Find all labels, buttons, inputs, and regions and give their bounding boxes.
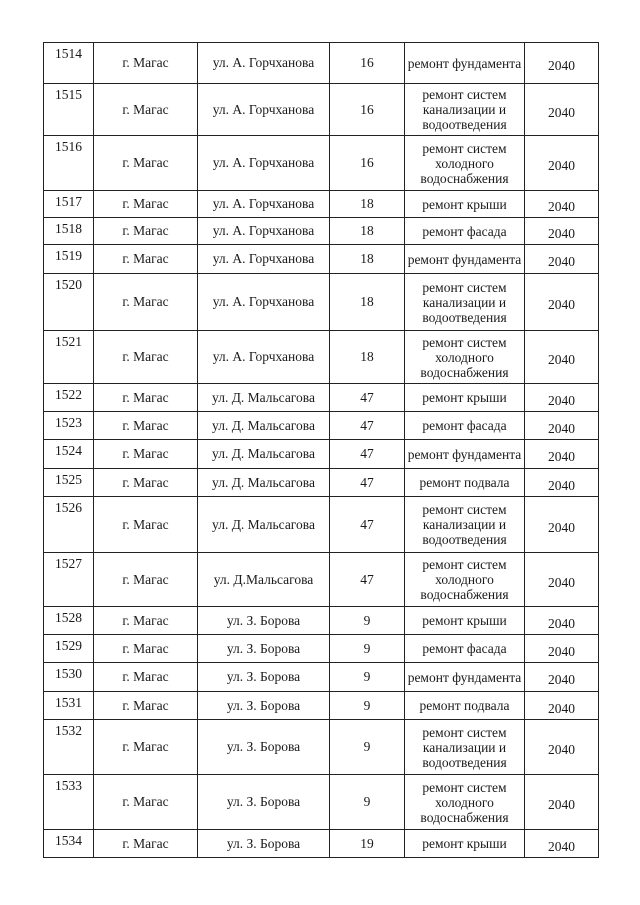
house-number-cell: 47 xyxy=(330,497,405,553)
year-cell: 2040 xyxy=(525,384,599,412)
street-cell: ул. З. Борова xyxy=(198,775,330,830)
work-type-cell: ремонт крыши xyxy=(405,384,525,412)
work-type-cell: ремонт крыши xyxy=(405,830,525,858)
house-number-cell: 9 xyxy=(330,635,405,663)
row-number: 1527 xyxy=(44,553,94,607)
table-row xyxy=(44,191,599,218)
city-cell: г. Магас xyxy=(94,553,198,607)
table-row xyxy=(44,635,599,663)
city-cell: г. Магас xyxy=(94,191,198,218)
year-cell: 2040 xyxy=(525,245,599,274)
street-cell: ул. Д.Мальсагова xyxy=(198,553,330,607)
table-row xyxy=(44,692,599,720)
house-number-cell: 16 xyxy=(330,43,405,84)
work-type-cell: ремонт фундамента xyxy=(405,245,525,274)
street-cell: ул. З. Борова xyxy=(198,607,330,635)
row-number: 1534 xyxy=(44,830,94,858)
table-row xyxy=(44,245,599,274)
house-number-cell: 16 xyxy=(330,84,405,136)
house-number-cell: 9 xyxy=(330,663,405,692)
row-number: 1529 xyxy=(44,635,94,663)
row-number: 1533 xyxy=(44,775,94,830)
table-row xyxy=(44,384,599,412)
table-row xyxy=(44,497,599,553)
table-row xyxy=(44,440,599,469)
year-cell: 2040 xyxy=(525,830,599,858)
city-cell: г. Магас xyxy=(94,635,198,663)
city-cell: г. Магас xyxy=(94,43,198,84)
work-type-cell: ремонт систем канализации и водоотведения xyxy=(405,84,525,136)
work-type-cell: ремонт крыши xyxy=(405,191,525,218)
row-number: 1525 xyxy=(44,469,94,497)
table-row xyxy=(44,218,599,245)
street-cell: ул. З. Борова xyxy=(198,692,330,720)
work-type-cell: ремонт систем холодного водоснабжения xyxy=(405,553,525,607)
work-type-cell: ремонт фасада xyxy=(405,412,525,440)
year-cell: 2040 xyxy=(525,191,599,218)
street-cell: ул. Д. Мальсагова xyxy=(198,412,330,440)
work-type-cell: ремонт фундамента xyxy=(405,440,525,469)
table-row xyxy=(44,553,599,607)
house-number-cell: 18 xyxy=(330,274,405,331)
house-number-cell: 9 xyxy=(330,775,405,830)
table-row xyxy=(44,830,599,858)
table-row xyxy=(44,136,599,191)
work-type-cell: ремонт систем канализации и водоотведения xyxy=(405,497,525,553)
table-row xyxy=(44,331,599,384)
row-number: 1526 xyxy=(44,497,94,553)
street-cell: ул. З. Борова xyxy=(198,663,330,692)
row-number: 1524 xyxy=(44,440,94,469)
house-number-cell: 9 xyxy=(330,692,405,720)
year-cell: 2040 xyxy=(525,43,599,84)
street-cell: ул. З. Борова xyxy=(198,635,330,663)
year-cell: 2040 xyxy=(525,775,599,830)
city-cell: г. Магас xyxy=(94,469,198,497)
city-cell: г. Магас xyxy=(94,497,198,553)
city-cell: г. Магас xyxy=(94,720,198,775)
year-cell: 2040 xyxy=(525,663,599,692)
city-cell: г. Магас xyxy=(94,245,198,274)
row-number: 1523 xyxy=(44,412,94,440)
year-cell: 2040 xyxy=(525,720,599,775)
work-type-cell: ремонт систем канализации и водоотведения xyxy=(405,274,525,331)
house-number-cell: 9 xyxy=(330,607,405,635)
house-number-cell: 18 xyxy=(330,245,405,274)
table-row xyxy=(44,775,599,830)
street-cell: ул. Д. Мальсагова xyxy=(198,440,330,469)
city-cell: г. Магас xyxy=(94,607,198,635)
work-type-cell: ремонт подвала xyxy=(405,469,525,497)
house-number-cell: 47 xyxy=(330,384,405,412)
table-row xyxy=(44,84,599,136)
city-cell: г. Магас xyxy=(94,412,198,440)
year-cell: 2040 xyxy=(525,412,599,440)
year-cell: 2040 xyxy=(525,635,599,663)
table-row xyxy=(44,274,599,331)
row-number: 1520 xyxy=(44,274,94,331)
street-cell: ул. З. Борова xyxy=(198,830,330,858)
street-cell: ул. Д. Мальсагова xyxy=(198,384,330,412)
table-row xyxy=(44,720,599,775)
work-type-cell: ремонт фундамента xyxy=(405,43,525,84)
year-cell: 2040 xyxy=(525,607,599,635)
city-cell: г. Магас xyxy=(94,692,198,720)
year-cell: 2040 xyxy=(525,274,599,331)
city-cell: г. Магас xyxy=(94,663,198,692)
house-number-cell: 16 xyxy=(330,136,405,191)
house-number-cell: 18 xyxy=(330,191,405,218)
table-row xyxy=(44,607,599,635)
city-cell: г. Магас xyxy=(94,218,198,245)
house-number-cell: 47 xyxy=(330,469,405,497)
street-cell: ул. Д. Мальсагова xyxy=(198,469,330,497)
year-cell: 2040 xyxy=(525,497,599,553)
house-number-cell: 9 xyxy=(330,720,405,775)
house-number-cell: 18 xyxy=(330,218,405,245)
row-number: 1521 xyxy=(44,331,94,384)
row-number: 1515 xyxy=(44,84,94,136)
city-cell: г. Магас xyxy=(94,136,198,191)
row-number: 1528 xyxy=(44,607,94,635)
row-number: 1532 xyxy=(44,720,94,775)
row-number: 1518 xyxy=(44,218,94,245)
street-cell: ул. А. Горчханова xyxy=(198,84,330,136)
year-cell: 2040 xyxy=(525,440,599,469)
year-cell: 2040 xyxy=(525,84,599,136)
city-cell: г. Магас xyxy=(94,331,198,384)
city-cell: г. Магас xyxy=(94,84,198,136)
house-number-cell: 47 xyxy=(330,553,405,607)
table-row xyxy=(44,469,599,497)
city-cell: г. Магас xyxy=(94,830,198,858)
year-cell: 2040 xyxy=(525,331,599,384)
street-cell: ул. А. Горчханова xyxy=(198,43,330,84)
city-cell: г. Магас xyxy=(94,384,198,412)
street-cell: ул. А. Горчханова xyxy=(198,136,330,191)
work-type-cell: ремонт систем холодного водоснабжения xyxy=(405,775,525,830)
house-number-cell: 47 xyxy=(330,440,405,469)
row-number: 1531 xyxy=(44,692,94,720)
house-number-cell: 18 xyxy=(330,331,405,384)
work-type-cell: ремонт фасада xyxy=(405,218,525,245)
row-number: 1519 xyxy=(44,245,94,274)
table-row xyxy=(44,43,599,84)
repair-schedule-table xyxy=(43,42,599,858)
year-cell: 2040 xyxy=(525,469,599,497)
street-cell: ул. А. Горчханова xyxy=(198,218,330,245)
table-body xyxy=(44,43,599,858)
table-row xyxy=(44,412,599,440)
house-number-cell: 19 xyxy=(330,830,405,858)
city-cell: г. Магас xyxy=(94,440,198,469)
street-cell: ул. А. Горчханова xyxy=(198,191,330,218)
street-cell: ул. А. Горчханова xyxy=(198,245,330,274)
work-type-cell: ремонт фасада xyxy=(405,635,525,663)
year-cell: 2040 xyxy=(525,136,599,191)
city-cell: г. Магас xyxy=(94,775,198,830)
row-number: 1514 xyxy=(44,43,94,84)
row-number: 1522 xyxy=(44,384,94,412)
work-type-cell: ремонт подвала xyxy=(405,692,525,720)
work-type-cell: ремонт систем холодного водоснабжения xyxy=(405,136,525,191)
row-number: 1530 xyxy=(44,663,94,692)
table-row xyxy=(44,663,599,692)
year-cell: 2040 xyxy=(525,553,599,607)
house-number-cell: 47 xyxy=(330,412,405,440)
year-cell: 2040 xyxy=(525,218,599,245)
street-cell: ул. З. Борова xyxy=(198,720,330,775)
work-type-cell: ремонт систем холодного водоснабжения xyxy=(405,331,525,384)
work-type-cell: ремонт фундамента xyxy=(405,663,525,692)
street-cell: ул. А. Горчханова xyxy=(198,331,330,384)
city-cell: г. Магас xyxy=(94,274,198,331)
year-cell: 2040 xyxy=(525,692,599,720)
work-type-cell: ремонт систем канализации и водоотведения xyxy=(405,720,525,775)
work-type-cell: ремонт крыши xyxy=(405,607,525,635)
street-cell: ул. А. Горчханова xyxy=(198,274,330,331)
street-cell: ул. Д. Мальсагова xyxy=(198,497,330,553)
row-number: 1517 xyxy=(44,191,94,218)
row-number: 1516 xyxy=(44,136,94,191)
